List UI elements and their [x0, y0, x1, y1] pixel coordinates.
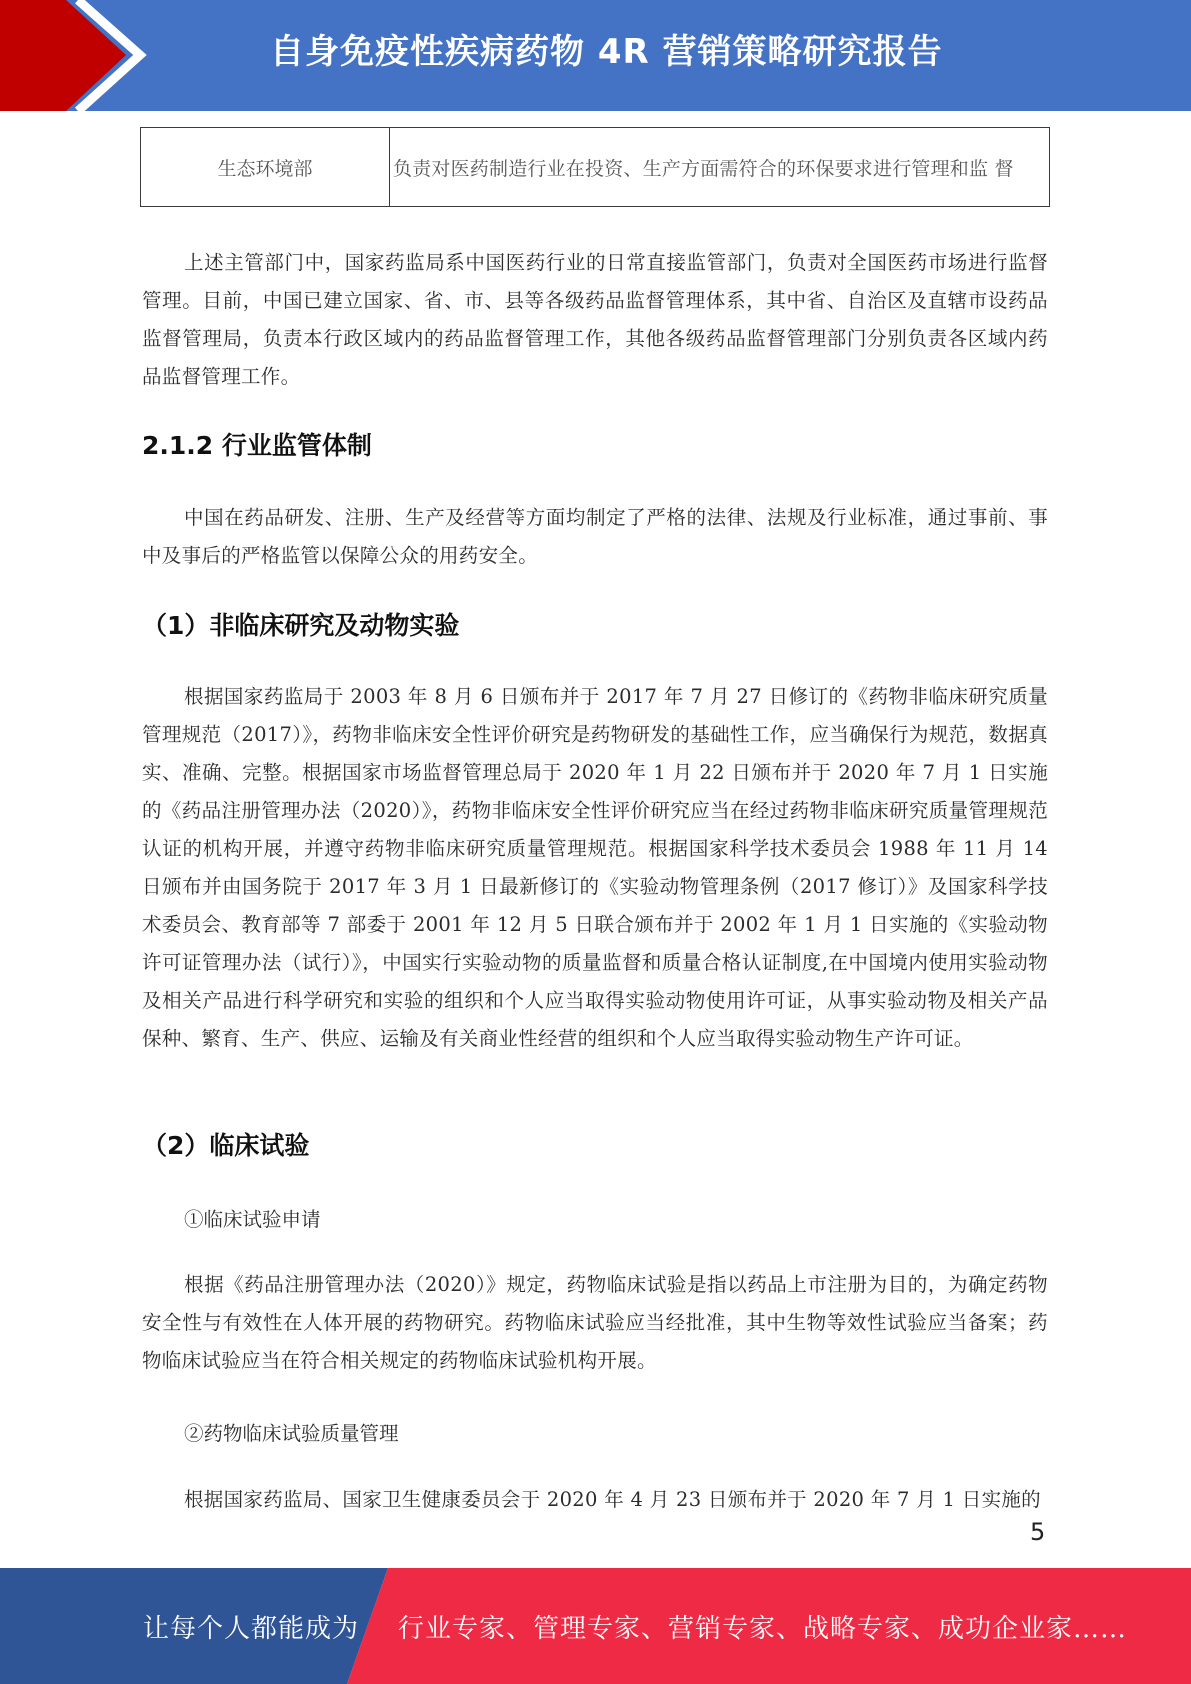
subsection-heading: （2）临床试验	[142, 1131, 310, 1160]
paragraph: 根据国家药监局、国家卫生健康委员会于 2020 年 4 月 23 日颁布并于 2020 年 7 月 1 日实施的	[184, 1488, 1041, 1511]
page-number: 5	[1030, 1518, 1046, 1546]
item-heading: ①临床试验申请	[184, 1208, 321, 1231]
footer-slogan-left: 让每个人都能成为	[143, 1614, 360, 1644]
table-row	[141, 128, 1050, 207]
page-footer	[0, 1568, 1191, 1684]
department-cell: 生态环境部	[141, 128, 390, 207]
footer-slogan-right: 行业专家、管理专家、营销专家、战略专家、成功企业家……	[398, 1614, 1128, 1644]
section-heading: 2.1.2 行业监管体制	[142, 431, 372, 460]
report-title: 自身免疫性疾病药物 4R 营销策略研究报告	[270, 32, 943, 72]
paragraph: 中国在药品研发、注册、生产及经营等方面均制定了严格的法律、法规及行业标准，通过事前、事中及事后的严格监管以保障公众的用药安全。	[142, 506, 1048, 567]
subsection-heading: （1）非临床研究及动物实验	[142, 611, 460, 640]
header-arrow-decoration	[0, 0, 160, 111]
paragraph: 根据国家药监局于 2003 年 8 月 6 日颁布并于 2017 年 7 月 27 日修订的《药物非临床研究质量管理规范（2017）》，药物非临床安全性评价研究是药物研发的基础性工作，应当确保行为规范，数据真实、准确、完整。根据国家市场监督管理总局于 2020 年 1 月 22 日颁布并于 2020 年 7 月 1 日实施的《药品注册管理办法（2020）》，药物非临床安全性评价研究应当在经过药物非临床研究质量管理规范认证的机构开展，并遵守药物非临床研究质量管理规范。根据国家科学技术委员会 1988 年 11 月 14 日颁布并由国务院于 2017 年 3 月 1 日最新修订的《实验动物管理条例（2017 修订）》及国家科学技术委员会、教育部等 7 部委于 2001 年 12 月 5 日联合颁布并于 2002 年 1 月 1 日实施的《实验动物许可证管理办法（试行）》，中国实行实验动物的质量监督和质量合格认证制度,在中国境内使用实验动物及相关产品进行科学研究和实验的组织和个人应当取得实验动物使用许可证，从事实验动物及相关产品保种、繁育、生产、供应、运输及有关商业性经营的组织和个人应当取得实验动物生产许可证。	[142, 685, 1048, 1050]
regulator-table	[140, 127, 1050, 207]
duty-cell: 负责对医药制造行业在投资、生产方面需符合的环保要求进行管理和监 督	[390, 128, 1050, 207]
page-header	[0, 0, 1191, 111]
paragraph: 根据《药品注册管理办法（2020）》规定，药物临床试验是指以药品上市注册为目的，为确定药物安全性与有效性在人体开展的药物研究。药物临床试验应当经批准，其中生物等效性试验应当备案；药物临床试验应当在符合相关规定的药物临床试验机构开展。	[142, 1273, 1048, 1372]
paragraph: 上述主管部门中，国家药监局系中国医药行业的日常直接监管部门，负责对全国医药市场进行监督管理。目前，中国已建立国家、省、市、县等各级药品监督管理体系，其中省、自治区及直辖市设药品监督管理局，负责本行政区域内的药品监督管理工作，其他各级药品监督管理部门分别负责各区域内药品监督管理工作。	[142, 251, 1048, 388]
item-heading: ②药物临床试验质量管理	[184, 1422, 399, 1445]
